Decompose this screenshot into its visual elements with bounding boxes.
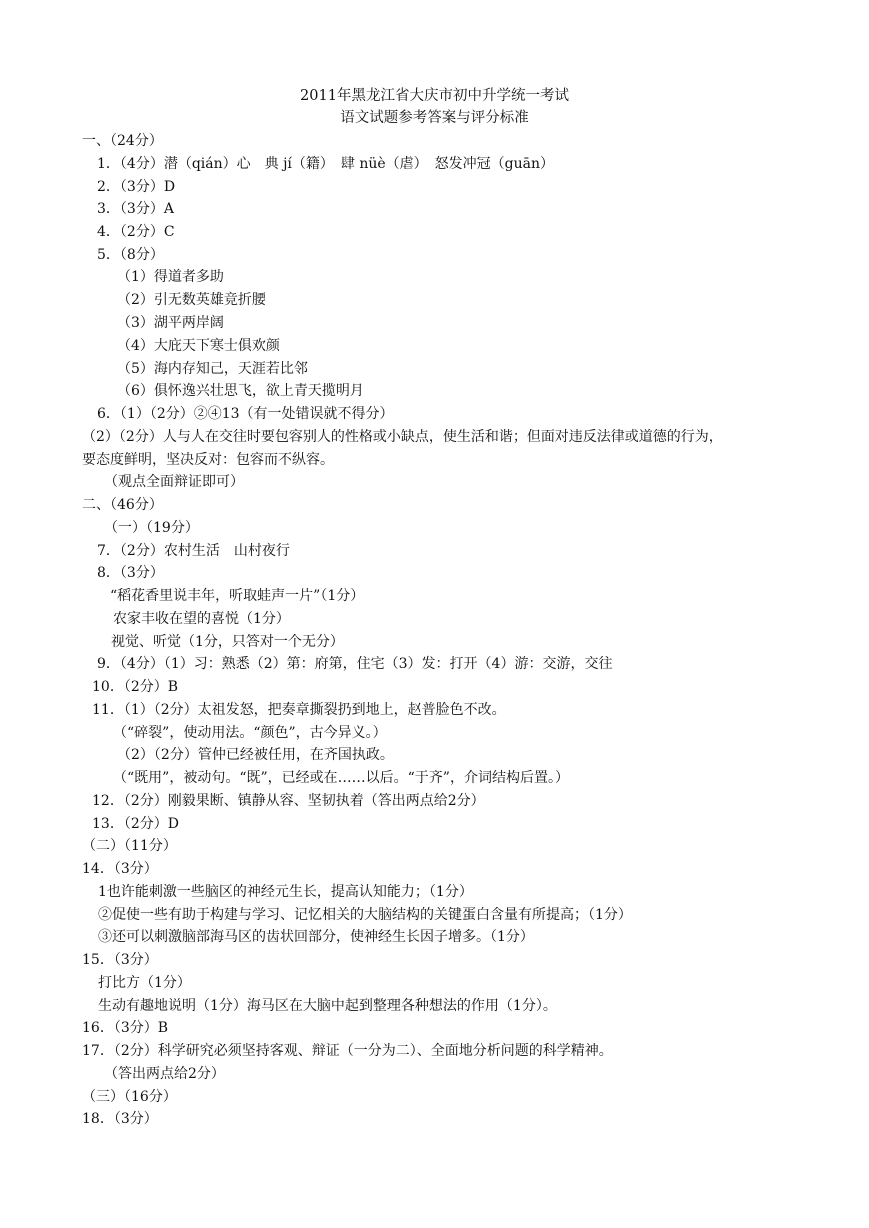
answer-line: 14．（3分） — [82, 861, 158, 877]
answer-subline: （5）海内存知己，天涯若比邻 — [117, 361, 308, 377]
answer-subline: （3）湖平两岸阔 — [117, 315, 224, 331]
answer-line: 9．（4分）（1）习：熟悉（2）第：府第，住宅（3）发：打开（4）游：交游，交往 — [97, 656, 613, 672]
answer-line: 5．（8分） — [97, 247, 164, 263]
answer-line: 6．（1）（2分）②④13（有一处错误就不得分） — [97, 406, 394, 422]
answer-subline: （“既用”，被动句。“既”，已经或在……以后。“于齐”，介词结构后置。） — [113, 770, 569, 786]
answer-line: 18．（3分） — [82, 1111, 158, 1127]
answer-subline: 生动有趣地说明（1分）海马区在大脑中起到整理各种想法的作用（1分）。 — [98, 998, 557, 1014]
answer-subline: （2）（2分）管仲已经被任用，在齐国执政。 — [117, 747, 394, 763]
answer-subline: （4）大庇天下寒士俱欢颜 — [117, 338, 280, 354]
subsection-heading: （二）（11分） — [82, 838, 177, 854]
answer-subline: ③还可以刺激脑部海马区的齿状回部分，使神经生长因子增多。（1分） — [98, 929, 534, 945]
answer-line: 3．（3分）A — [97, 201, 174, 217]
answer-subline: 视觉、听觉（1分，只答对一个无分） — [111, 634, 344, 650]
answer-paragraph: 要态度鲜明，坚决反对：包容而不纵容。 — [82, 452, 334, 468]
answer-subline: （“碎裂”，使动用法。“颜色”，古今异义。） — [113, 725, 387, 741]
section-heading: 二、（46分） — [82, 497, 163, 513]
document-title: 2011年黑龙江省大庆市初中升学统一考试 — [300, 88, 569, 104]
answer-line: 10．（2分）B — [92, 679, 179, 695]
answer-subline: “稻花香里说丰年，听取蛙声一片”（1分） — [110, 588, 365, 604]
answer-line: 4．（2分）C — [97, 224, 175, 240]
answer-subline: （1）得道者多助 — [117, 269, 224, 285]
answer-line: 13．（2分）D — [92, 816, 179, 832]
document-subtitle: 语文试题参考答案与评分标准 — [340, 110, 529, 126]
answer-subline: 农家丰收在望的喜悦（1分） — [113, 611, 290, 627]
answer-line: 15．（3分） — [82, 952, 158, 968]
answer-line: 2．（3分）D — [97, 179, 176, 195]
answer-paragraph: （2）（2分）人与人在交往时要包容别人的性格或小缺点，使生活和谐；但面对违反法律或道德的行为， — [82, 429, 723, 445]
answer-line: 12．（2分）刚毅果断、镇静从容、坚韧执着（答出两点给2分） — [92, 793, 485, 809]
answer-subline: ②促使一些有助于构建与学习、记忆相关的大脑结构的关键蛋白含量有所提高；（1分） — [98, 907, 632, 923]
answer-line: 1．（4分）潜（qián）心 典 jí（籍） 肆 nüè（虐） 怒发冲冠（guān） — [97, 156, 554, 172]
answer-subline: 1也许能刺激一些脑区的神经元生长，提高认知能力；（1分） — [98, 884, 473, 900]
section-heading: 一、（24分） — [82, 133, 163, 149]
answer-note: （观点全面辩证即可） — [104, 474, 244, 490]
answer-subline: （6）俱怀逸兴壮思飞，欲上青天揽明月 — [117, 383, 364, 399]
subsection-heading: （三）（16分） — [82, 1089, 177, 1105]
answer-line: 7．（2分）农村生活 山村夜行 — [97, 543, 290, 559]
answer-note: （答出两点给2分） — [104, 1066, 225, 1082]
answer-line: 11．（1）（2分）太祖发怒，把奏章撕裂扔到地上，赵普脸色不改。 — [92, 702, 506, 718]
answer-line: 17．（2分）科学研究必须坚持客观、辩证（一分为二）、全面地分析问题的科学精神。 — [82, 1043, 613, 1059]
answer-line: 8．（3分） — [97, 565, 164, 581]
answer-subline: （2）引无数英雄竞折腰 — [117, 292, 266, 308]
answer-line: 16．（3分）B — [82, 1020, 169, 1036]
answer-subline: 打比方（1分） — [98, 975, 191, 991]
subsection-heading: （一）（19分） — [104, 520, 199, 536]
